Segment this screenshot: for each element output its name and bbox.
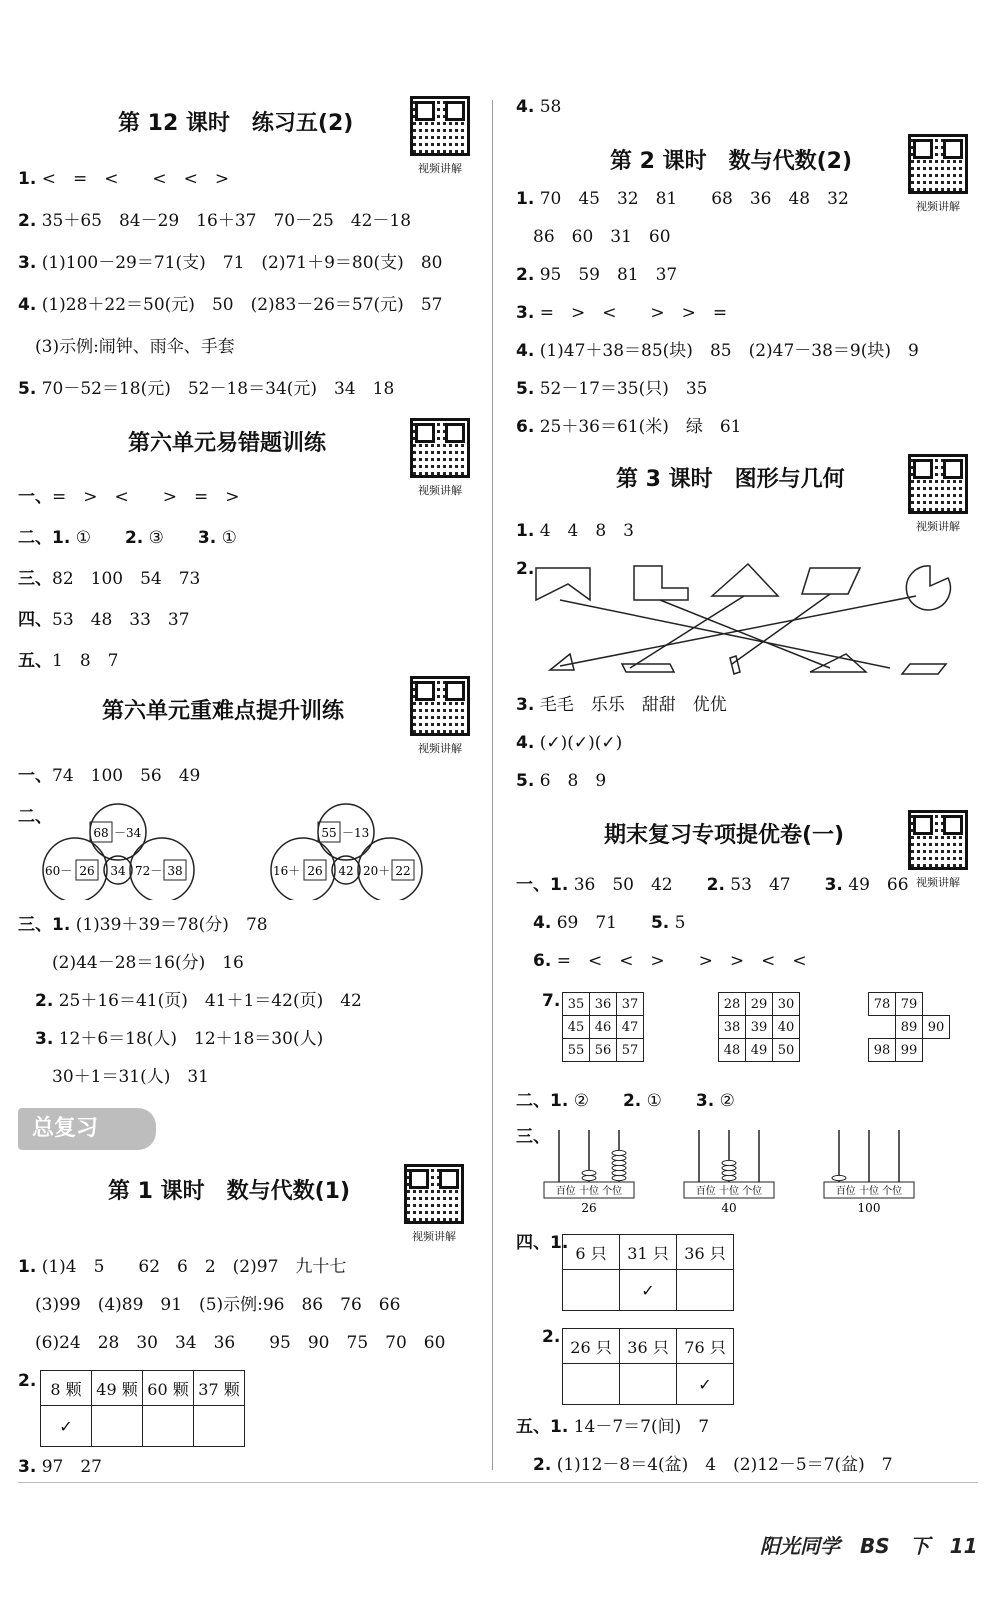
grid-cell: 90: [923, 1016, 950, 1039]
grid-cell: 78: [869, 993, 896, 1016]
qr-code-icon[interactable]: [908, 454, 968, 514]
column-divider: [492, 100, 493, 1470]
abacus-place-labels: 百位 十位 个位: [835, 1186, 903, 1197]
answer-line: 6. = < < > > > < <: [533, 951, 807, 971]
beads-table: [40, 1370, 245, 1447]
shape-bottom-2: [622, 664, 674, 672]
shape-top-3: [712, 564, 778, 596]
heading-review-lesson-1: 第 1 课时 数与代数(1): [108, 1179, 351, 1204]
qr-code-icon[interactable]: [908, 134, 968, 194]
shape-matching-diagram: [530, 560, 970, 685]
qr-label: 视频讲解: [418, 162, 462, 175]
answer-line: 四、53 48 33 37: [18, 610, 190, 630]
qr-code-icon[interactable]: [410, 676, 470, 736]
answer-line: 3. (1)100－29＝71(支) 71 (2)71＋9＝80(支) 80: [18, 253, 443, 273]
check-cell: ✓: [41, 1406, 92, 1447]
shape-top-5: [906, 566, 950, 610]
answer-line: 5. 52－17＝35(只) 35: [516, 379, 708, 399]
answer-line: 5. 70－52＝18(元) 52－18＝34(元) 34 18: [18, 379, 395, 399]
animal-count-cell: 76 只: [677, 1329, 734, 1364]
grid-cell: 29: [746, 993, 773, 1016]
check-cell: ✓: [677, 1364, 734, 1405]
abacus-place-labels: 百位 十位 个位: [555, 1186, 623, 1197]
circle-b-top: 55: [321, 826, 337, 840]
grid-cell: 57: [617, 1039, 644, 1062]
grid-cell: 47: [617, 1016, 644, 1039]
animal-count-cell: 36 只: [677, 1235, 734, 1270]
grid-cell: 49: [746, 1039, 773, 1062]
grid-cell: 48: [719, 1039, 746, 1062]
qr-label: 视频讲解: [412, 1230, 456, 1243]
answer-line: 2.: [542, 1327, 561, 1347]
circle-a-top: 68: [93, 826, 109, 840]
abacus-bead: [832, 1175, 846, 1180]
circle-a-top-expr: －34: [114, 826, 142, 840]
qr-code-icon[interactable]: [410, 418, 470, 478]
answer-line: 2. 35＋65 84－29 16＋37 70－25 42－18: [18, 211, 412, 231]
answer-line: (3)示例:闹钟、雨伞、手套: [18, 337, 235, 357]
answer-line: 二、1. ② 2. ① 3. ②: [516, 1091, 735, 1111]
grid-cell: 35: [563, 993, 590, 1016]
abacus-diagrams: [540, 1124, 940, 1219]
animal-count-cell: 6 只: [563, 1235, 620, 1270]
answer-line: 2. 95 59 81 37: [516, 265, 678, 285]
circle-diagram-b: [271, 804, 422, 900]
answer-line: 三、82 100 54 73: [18, 569, 201, 589]
qr-label: 视频讲解: [916, 200, 960, 213]
footer-brand: 阳光同学 BS 下 11: [760, 1534, 978, 1558]
answer-line: 一、74 100 56 49: [18, 766, 201, 786]
answer-line: 3. 毛毛 乐乐 甜甜 优优: [516, 695, 727, 715]
animal-count-cell: 26 只: [563, 1329, 620, 1364]
grid-cell: 89: [896, 1016, 923, 1039]
abacus-value: 100: [857, 1201, 881, 1215]
check-cell: [92, 1406, 143, 1447]
qr-code-icon[interactable]: [404, 1164, 464, 1224]
bead-count-cell: 8 颗: [41, 1371, 92, 1406]
grid-cell: 36: [590, 993, 617, 1016]
answer-line: 3. = > < > > =: [516, 303, 728, 323]
answer-line: 1. < = < < < >: [18, 169, 230, 189]
abacus-bead: [582, 1175, 596, 1180]
circle-diagrams: [40, 800, 480, 900]
grid-cell: 55: [563, 1039, 590, 1062]
grid-cell: 28: [719, 993, 746, 1016]
answer-line: 四、1.: [516, 1233, 569, 1253]
answer-line: 五、1. 14－7＝7(间) 7: [516, 1417, 710, 1437]
number-grid-2: [718, 992, 800, 1062]
check-cell: [563, 1270, 620, 1311]
answer-line: 4. 58: [516, 97, 562, 117]
grid-cell: 40: [773, 1016, 800, 1039]
circle-b-left-box: 26: [307, 864, 323, 878]
shape-top-1: [536, 568, 590, 600]
bead-count-cell: 60 颗: [143, 1371, 194, 1406]
grid-cell: 39: [746, 1016, 773, 1039]
answer-line: 2. (1)12－8＝4(盆) 4 (2)12－5＝7(盆) 7: [533, 1455, 893, 1475]
circle-a-left-box: 26: [79, 864, 95, 878]
answer-line: 2.: [516, 559, 535, 579]
heading-lesson-12: 第 12 课时 练习五(2): [118, 111, 354, 136]
answer-line: 二、1. ① 2. ③ 3. ①: [18, 528, 237, 548]
abacus-1: [544, 1130, 634, 1215]
qr-code-icon[interactable]: [410, 96, 470, 156]
heading-lesson-3: 第 3 课时 图形与几何: [616, 467, 845, 492]
qr-label: 视频讲解: [916, 520, 960, 533]
answer-line: 7.: [542, 991, 561, 1011]
check-cell: [677, 1270, 734, 1311]
answer-line: 3. 12＋6＝18(人) 12＋18＝30(人): [35, 1029, 324, 1049]
answer-line: 一、= > < > = >: [18, 487, 240, 507]
shape-bottom-5: [902, 664, 946, 674]
abacus-bead: [612, 1170, 626, 1175]
answer-line: 86 60 31 60: [516, 227, 671, 247]
answer-line: 6. 25＋36＝61(米) 绿 61: [516, 417, 742, 437]
grid-cell: 38: [719, 1016, 746, 1039]
heading-unit6-errors: 第六单元易错题训练: [128, 431, 327, 456]
animals-table-2: [562, 1328, 734, 1405]
abacus-2: [684, 1130, 774, 1215]
qr-code-icon[interactable]: [908, 810, 968, 870]
grid-cell: 79: [896, 993, 923, 1016]
abacus-bead: [722, 1170, 736, 1175]
answer-line: 30＋1＝31(人) 31: [18, 1067, 209, 1087]
abacus-bead: [582, 1170, 596, 1175]
answer-line: 2.: [18, 1371, 37, 1391]
grid-cell: [869, 1016, 896, 1039]
bead-count-cell: 49 颗: [92, 1371, 143, 1406]
section-tag-review: 总复习: [18, 1108, 156, 1150]
answer-line: 五、1 8 7: [18, 651, 119, 671]
answer-line: 4. (✓)(✓)(✓): [516, 733, 623, 753]
abacus-bead: [612, 1150, 626, 1155]
answer-line: 5. 6 8 9: [516, 771, 607, 791]
number-grid-3: [868, 992, 950, 1062]
circle-diagram-a: [43, 804, 194, 900]
grid-cell: 98: [869, 1039, 896, 1062]
abacus-bead: [612, 1160, 626, 1165]
animals-table-1: [562, 1234, 734, 1311]
answer-line: 二、: [18, 807, 52, 827]
answer-line: 三、1. (1)39＋39＝78(分) 78: [18, 915, 268, 935]
answer-line: 1. (1)4 5 62 6 2 (2)97 九十七: [18, 1257, 347, 1277]
abacus-bead: [612, 1165, 626, 1170]
circle-a-left: 60－: [45, 864, 73, 878]
shape-bottom-1: [550, 654, 574, 670]
grid-cell: [923, 993, 950, 1016]
answer-line: 1. 70 45 32 81 68 36 48 32: [516, 189, 849, 209]
answer-line: (6)24 28 30 34 36 95 90 75 70 60: [18, 1333, 446, 1353]
check-cell: [194, 1406, 245, 1447]
answer-line: (2)44－28＝16(分) 16: [18, 953, 244, 973]
answer-line: 一、1. 36 50 42 2. 53 47 3. 49 66: [516, 875, 909, 895]
circle-b-mid: 42: [338, 864, 354, 878]
circle-b-right-box: 22: [395, 864, 411, 878]
answer-line: 三、: [516, 1127, 550, 1147]
grid-cell: 99: [896, 1039, 923, 1062]
circle-a-right: 72－: [135, 864, 163, 878]
bead-count-cell: 37 颗: [194, 1371, 245, 1406]
heading-unit6-key: 第六单元重难点提升训练: [102, 699, 345, 724]
circle-a-right-box: 38: [167, 864, 183, 878]
animal-count-cell: 31 只: [620, 1235, 677, 1270]
abacus-bead: [612, 1155, 626, 1160]
circle-b-top-expr: －13: [342, 826, 370, 840]
grid-cell: 37: [617, 993, 644, 1016]
answer-line: 4. 69 71 5. 5: [533, 913, 686, 933]
check-cell: [620, 1364, 677, 1405]
animal-count-cell: 36 只: [620, 1329, 677, 1364]
heading-lesson-2: 第 2 课时 数与代数(2): [610, 149, 853, 174]
abacus-bead: [612, 1175, 626, 1180]
check-cell: [563, 1364, 620, 1405]
qr-label: 视频讲解: [916, 876, 960, 889]
check-cell: ✓: [620, 1270, 677, 1311]
answer-line: 1. 4 4 8 3: [516, 521, 634, 541]
grid-cell: 45: [563, 1016, 590, 1039]
grid-cell: 46: [590, 1016, 617, 1039]
shape-top-4: [802, 568, 860, 594]
qr-label: 视频讲解: [418, 484, 462, 497]
answer-line: 3. 97 27: [18, 1457, 102, 1477]
answer-line: 2. 25＋16＝41(页) 41＋1＝42(页) 42: [35, 991, 362, 1011]
grid-cell: 56: [590, 1039, 617, 1062]
abacus-bead: [722, 1160, 736, 1165]
number-grid-1: [562, 992, 644, 1062]
abacus-value: 26: [581, 1201, 597, 1215]
bottom-rule: [18, 1482, 978, 1483]
answer-line: 4. (1)28＋22＝50(元) 50 (2)83－26＝57(元) 57: [18, 295, 443, 315]
grid-cell: 30: [773, 993, 800, 1016]
grid-cell: [923, 1039, 950, 1062]
circle-b-left: 16＋: [273, 864, 301, 878]
abacus-3: [824, 1130, 914, 1215]
abacus-value: 40: [721, 1201, 737, 1215]
answer-line: (3)99 (4)89 91 (5)示例:96 86 76 66: [18, 1295, 401, 1315]
abacus-place-labels: 百位 十位 个位: [695, 1186, 763, 1197]
check-cell: [143, 1406, 194, 1447]
abacus-bead: [722, 1175, 736, 1180]
shape-top-2: [634, 566, 688, 600]
qr-label: 视频讲解: [418, 742, 462, 755]
circle-b-right: 20＋: [363, 864, 391, 878]
heading-final-review-1: 期末复习专项提优卷(一): [604, 823, 845, 848]
answer-line: 4. (1)47＋38＝85(块) 85 (2)47－38＝9(块) 9: [516, 341, 919, 361]
circle-a-mid: 34: [110, 864, 126, 878]
abacus-bead: [722, 1165, 736, 1170]
grid-cell: 50: [773, 1039, 800, 1062]
